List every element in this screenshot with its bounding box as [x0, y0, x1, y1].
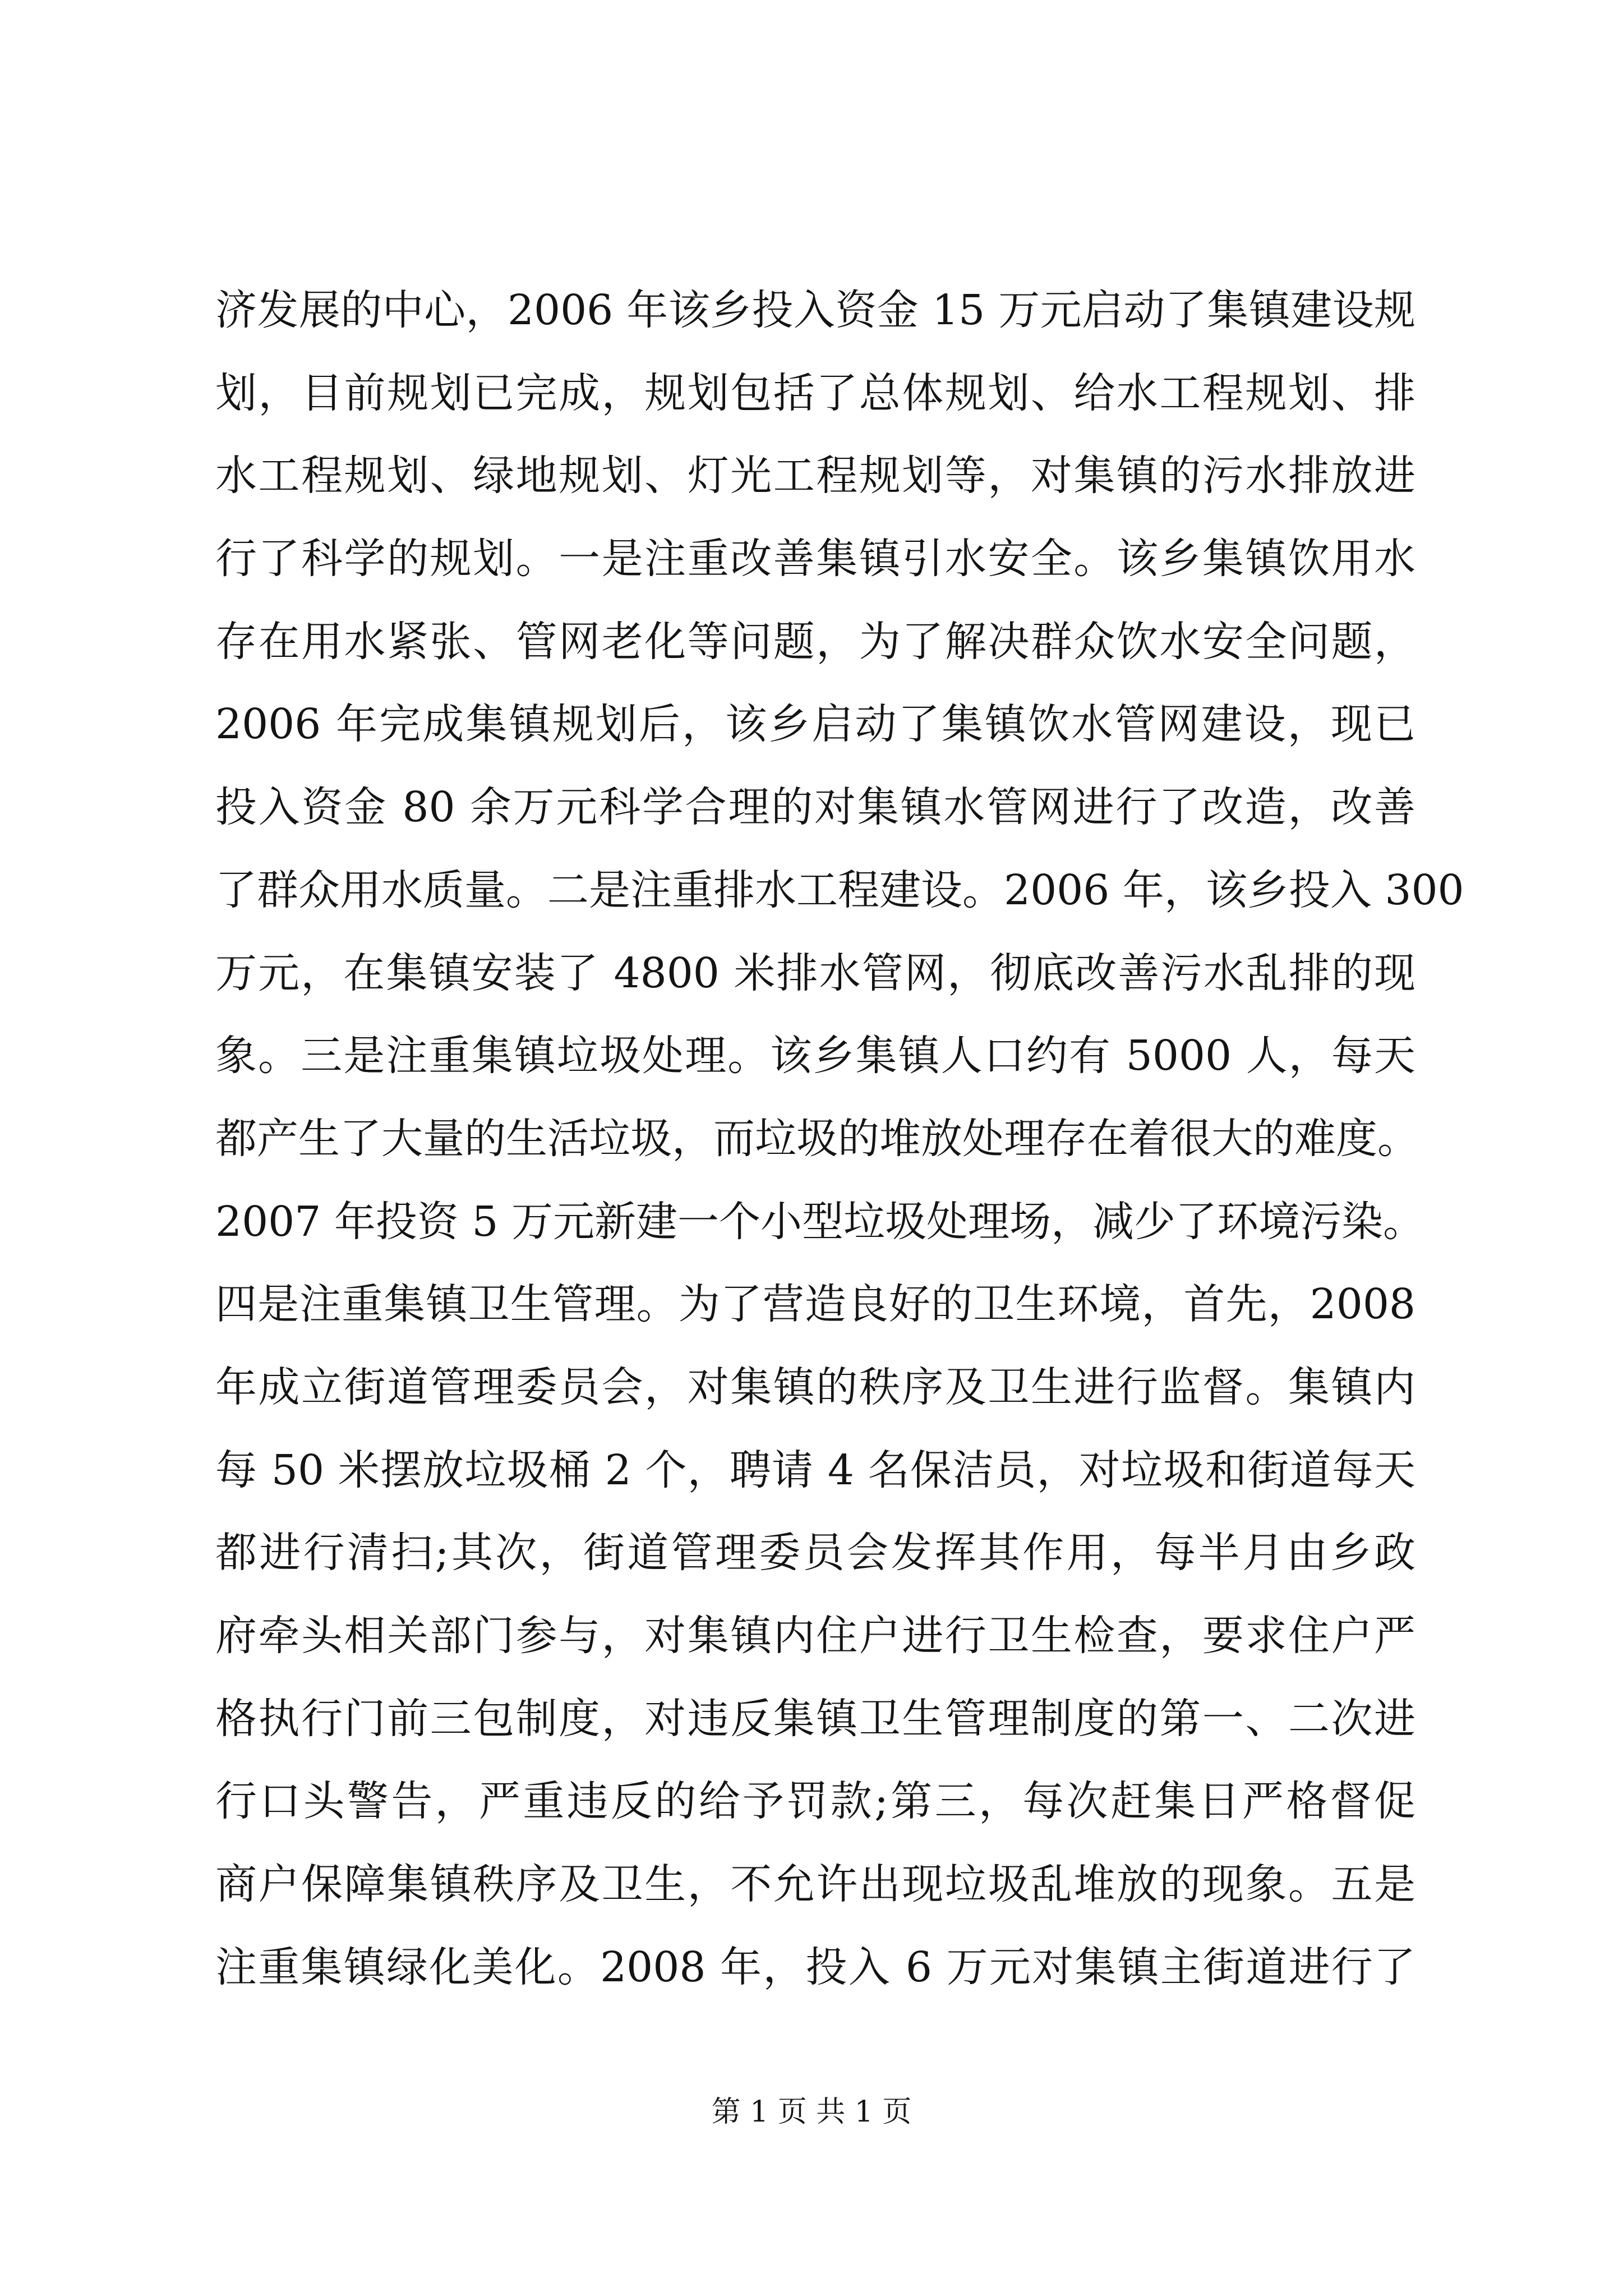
text-line: 存在用水紧张、管网老化等问题，为了解决群众饮水安全问题，: [215, 617, 1415, 666]
text-line: 注重集镇绿化美化。2008 年，投入 6 万元对集镇主街道进行了: [215, 1943, 1415, 1991]
page-number-label: 第 1 页 共 1 页: [711, 2095, 912, 2129]
text-line: 年成立街道管理委员会，对集镇的秩序及卫生进行监督。集镇内: [215, 1363, 1415, 1411]
text-line: 济发展的中心，2006 年该乡投入资金 15 万元启动了集镇建设规: [215, 286, 1415, 334]
text-line: 万元，在集镇安装了 4800 米排水管网，彻底改善污水乱排的现: [215, 949, 1415, 997]
text-line: 都产生了大量的生活垃圾，而垃圾的堆放处理存在着很大的难度。: [215, 1114, 1419, 1163]
text-line: 行口头警告，严重违反的给予罚款;第三，每次赶集日严格督促: [215, 1777, 1415, 1826]
text-line: 商户保障集镇秩序及卫生，不允许出现垃圾乱堆放的现象。五是: [215, 1860, 1415, 1909]
text-line: 2006 年完成集镇规划后，该乡启动了集镇饮水管网建设，现已: [215, 700, 1415, 749]
text-line: 水工程规划、绿地规划、灯光工程规划等，对集镇的污水排放进: [215, 452, 1415, 500]
text-line: 府牵头相关部门参与，对集镇内住户进行卫生检查，要求住户严: [215, 1612, 1415, 1660]
body-paragraph: [215, 269, 1464, 2009]
text-line: 划，目前规划已完成，规划包括了总体规划、给水工程规划、排: [215, 369, 1415, 417]
text-line: 格执行门前三包制度，对违反集镇卫生管理制度的第一、二次进: [215, 1694, 1415, 1743]
text-line: 行了科学的规划。一是注重改善集镇引水安全。该乡集镇饮用水: [215, 535, 1415, 583]
text-line: 投入资金 80 余万元科学合理的对集镇水管网进行了改造，改善: [215, 783, 1415, 832]
text-line: 了群众用水质量。二是注重排水工程建设。2006 年，该乡投入 300: [215, 866, 1464, 914]
page-footer: [0, 2088, 1623, 2130]
text-line: 四是注重集镇卫生管理。为了营造良好的卫生环境，首先，2008: [215, 1280, 1415, 1329]
text-line: 2007 年投资 5 万元新建一个小型垃圾处理场，减少了环境污染。: [215, 1197, 1424, 1246]
text-line: 都进行清扫;其次，街道管理委员会发挥其作用，每半月由乡政: [215, 1529, 1415, 1577]
text-line: 象。三是注重集镇垃圾处理。该乡集镇人口约有 5000 人，每天: [215, 1032, 1415, 1080]
text-line: 每 50 米摆放垃圾桶 2 个，聘请 4 名保洁员，对垃圾和街道每天: [215, 1446, 1415, 1494]
